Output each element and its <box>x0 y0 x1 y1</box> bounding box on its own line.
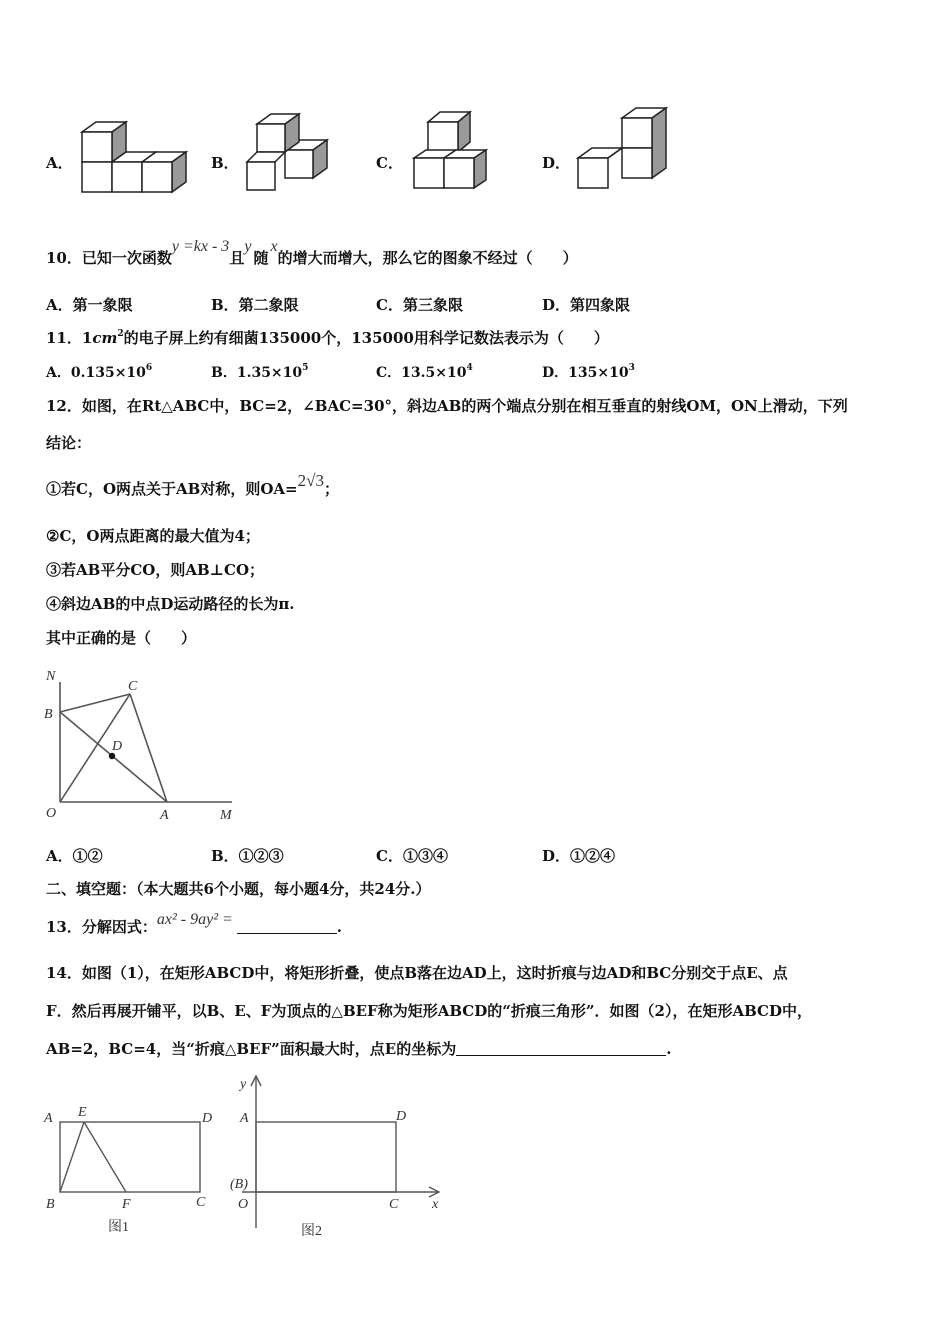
q14-stem-line1: 14．如图（1），在矩形ABCD中，将矩形折叠，使点B落在边AD上，这时折痕与边AD和BC分别交于点E、点 <box>46 964 788 982</box>
label-a: A <box>240 1111 249 1126</box>
q11-stem: 11．$1cm^2$的电子屏上约有细菌135000个，135000用科学记数法表示为（ ） <box>46 329 609 347</box>
q14-figure-1 <box>40 1100 225 1240</box>
q12-stem-line1: 12．如图，在Rt△ABC中，BC=2，∠BAC=30°，斜边AB的两个端点分别在相互垂直的射线OM，ON上滑动，下列 <box>46 397 848 415</box>
q13-answer-blank[interactable] <box>237 919 337 934</box>
label-a: A <box>160 808 169 823</box>
q12-conclusion-4: ④斜边AB的中点D运动路径的长为π. <box>46 595 295 613</box>
q11-option-b: B．$1.35\times 10^5$ <box>211 363 309 381</box>
q12-conclusion-3: ③若AB平分CO，则AB⊥CO； <box>46 561 265 579</box>
label-m: M <box>220 808 232 823</box>
label-n: N <box>46 669 56 684</box>
label-o: O <box>238 1197 249 1212</box>
q11-option-d: D．$135\times 10^3$ <box>542 363 635 381</box>
q13-stem: 13．分解因式：ax² - 9ay² = . <box>46 911 343 936</box>
label-x: x <box>432 1197 439 1212</box>
q9-option-d-figure <box>574 104 674 196</box>
label-c: C <box>196 1195 206 1210</box>
q12-stem-line2: 结论： <box>46 434 92 452</box>
segment-be <box>60 1122 84 1192</box>
q9-option-a-figure <box>78 118 200 196</box>
label-d: D <box>202 1111 213 1126</box>
q9-option-b-label: B． <box>211 154 239 172</box>
label-c: C <box>389 1197 399 1212</box>
segment-ef <box>84 1122 126 1192</box>
q10-option-d: D．第四象限 <box>542 296 631 314</box>
label-d: D <box>396 1109 407 1124</box>
section-2-title: 二、填空题：（本大题共6个小题，每小题4分，共24分.） <box>46 880 431 898</box>
q9-option-c-figure <box>410 108 496 196</box>
q12-option-c: C．①③④ <box>376 847 448 865</box>
label-b: B <box>46 1197 55 1212</box>
q12-conclusion-2: ②C，O两点距离的最大值为4； <box>46 527 260 545</box>
label-d: D <box>112 739 123 754</box>
q11-option-a: A．$0.135\times 10^6$ <box>46 363 153 381</box>
q14-stem-line2: F．然后再展开铺平，以B、E、F为顶点的△BEF称为矩形ABCD的“折痕三角形”．如图（2），在矩形ABCD中， <box>46 1002 812 1020</box>
label-b: B <box>44 707 53 722</box>
q14-figure-2 <box>226 1068 451 1244</box>
q11-option-c: C．$13.5\times 10^4$ <box>376 363 473 381</box>
label-b-paren: (B) <box>230 1177 248 1192</box>
figure-1-caption: 图1 <box>108 1220 129 1235</box>
label-c: C <box>128 679 138 694</box>
label-e: E <box>78 1105 87 1120</box>
label-f: F <box>122 1197 131 1212</box>
q10-option-b: B．第二象限 <box>211 296 299 314</box>
q12-conclusion-1: ①若C，O两点关于AB对称，则OA=2√3； <box>46 471 339 498</box>
q14-answer-blank[interactable] <box>456 1041 666 1056</box>
label-y: y <box>240 1077 247 1092</box>
label-o: O <box>46 806 57 821</box>
q9-option-c-label: C． <box>376 154 403 172</box>
q14-stem-line3: AB=2，BC=4，当“折痕△BEF”面积最大时，点E的坐标为 . <box>46 1040 672 1058</box>
rectangle-abcd <box>256 1122 396 1192</box>
q12-figure <box>40 664 245 826</box>
q12-option-b: B．①②③ <box>211 847 284 865</box>
label-a: A <box>44 1111 53 1126</box>
q9-option-b-figure <box>243 110 335 196</box>
q10-stem: 10．已知一次函数y =kx - 3且y随x的增大而增大，那么它的图象不经过（ ） <box>46 238 578 267</box>
q9-option-d-label: D． <box>542 154 571 172</box>
q12-question: 其中正确的是（ ） <box>46 629 197 647</box>
q10-option-c: C．第三象限 <box>376 296 463 314</box>
q9-option-a-label: A． <box>46 154 73 172</box>
figure-2-caption: 图2 <box>301 1224 322 1239</box>
q12-option-d: D．①②④ <box>542 847 616 865</box>
q12-option-a: A．①② <box>46 847 103 865</box>
q10-option-a: A．第一象限 <box>46 296 133 314</box>
